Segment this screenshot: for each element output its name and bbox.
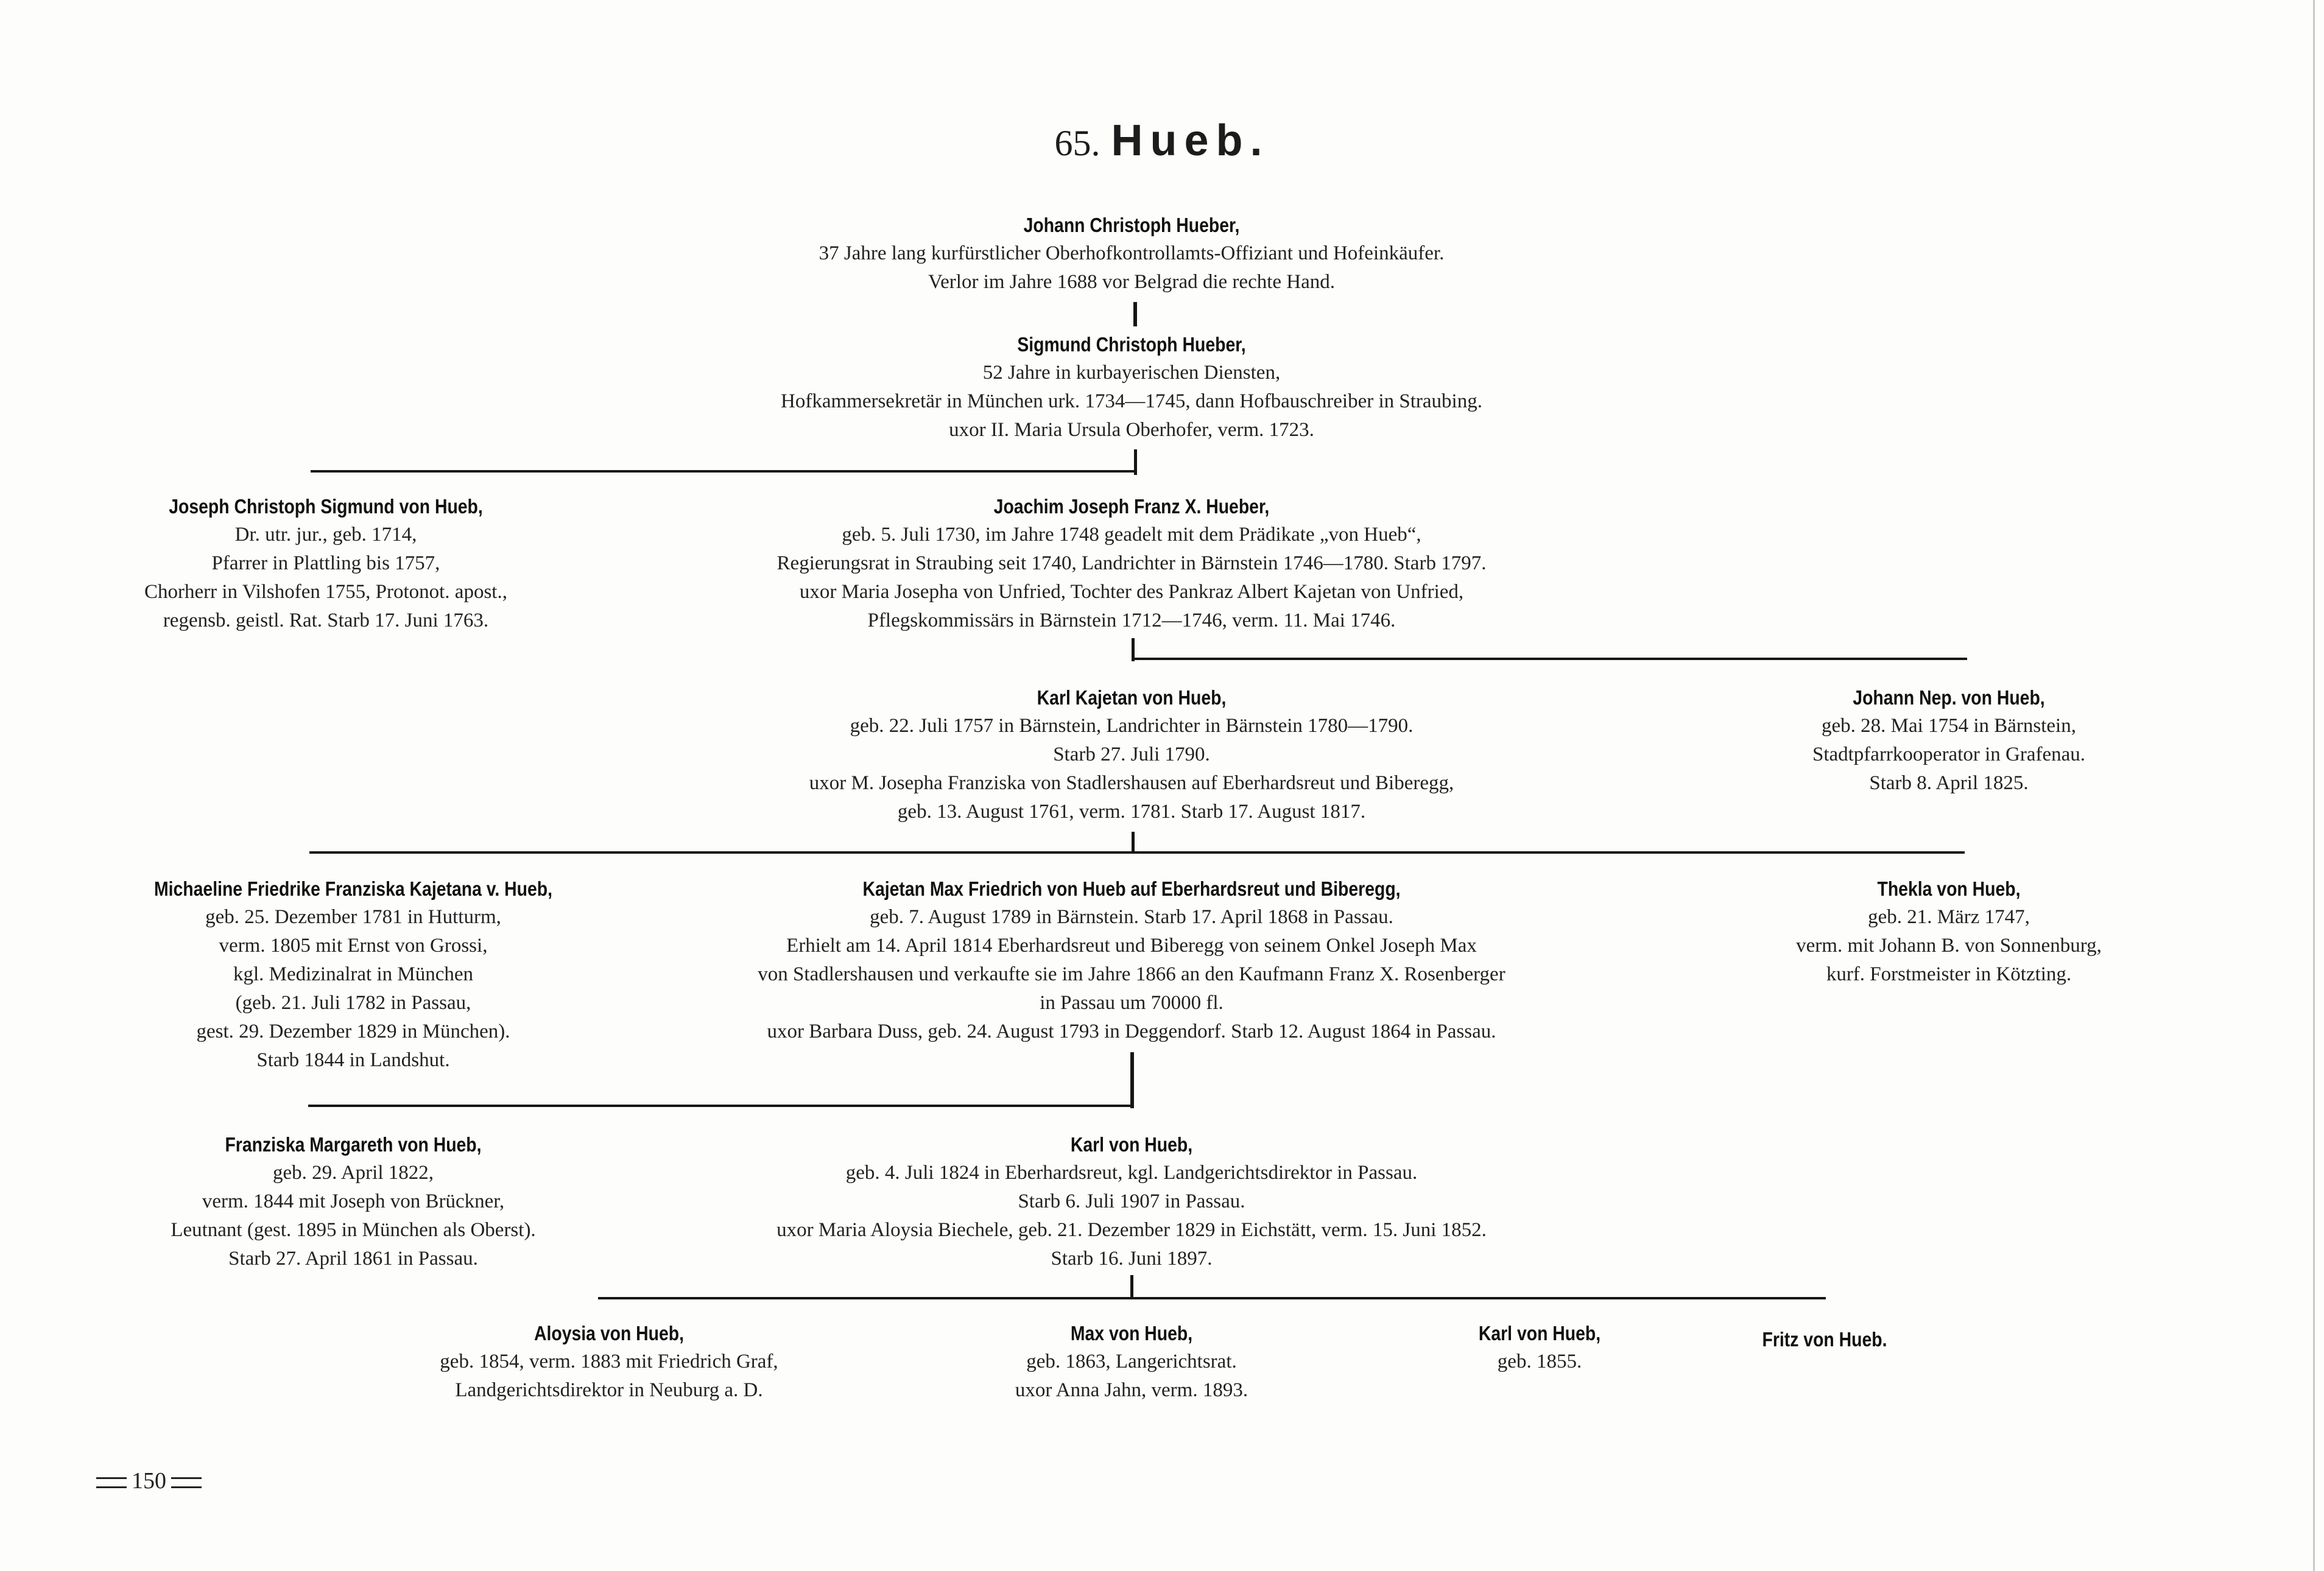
person-name: Joachim Joseph Franz X. Hueber, — [993, 495, 1270, 518]
person-detail: in Passau um 70000 fl. — [1040, 992, 1224, 1014]
person-detail: von Stadlershausen und verkaufte sie im Jahre 1866 an den Kaufmann Franz X. Rosenberger — [758, 963, 1505, 985]
person-name: Aloysia von Hueb, — [533, 1322, 685, 1344]
person-karl-von-hueb-parent — [644, 1130, 1619, 1273]
person-detail: (geb. 21. Juli 1782 in Passau, — [235, 992, 471, 1014]
tree-connector-horizontal — [309, 851, 1965, 854]
tree-connector-horizontal — [598, 1297, 1826, 1299]
person-thekla — [1705, 874, 2192, 989]
person-detail: 52 Jahre in kurbayerischen Diensten, — [982, 362, 1281, 384]
person-detail: Pfarrer in Plattling bis 1757, — [211, 552, 440, 574]
person-detail: Dr. utr. jur., geb. 1714, — [234, 524, 417, 546]
tree-connector-vertical — [1133, 302, 1137, 326]
person-detail: geb. 22. Juli 1757 in Bärnstein, Landrichter in Bärnstein 1780—1790. — [850, 715, 1414, 737]
person-detail: Leutnant (gest. 1895 in München als Oberst). — [171, 1219, 536, 1241]
tree-connector-horizontal — [311, 470, 1137, 473]
person-detail: Regierungsrat in Straubing seit 1740, Landrichter in Bärnstein 1746—1780. Starb 1797. — [776, 552, 1487, 574]
page-number-ornament — [171, 1477, 202, 1488]
person-detail: Pflegskommissärs in Bärnstein 1712—1746, verm. 11. Mai 1746. — [867, 610, 1396, 631]
person-name: Sigmund Christoph Hueber, — [1017, 333, 1246, 356]
person-detail: verm. 1805 mit Ernst von Grossi, — [219, 935, 488, 957]
person-karl-junior — [1357, 1319, 1722, 1376]
person-karl-kajetan — [675, 683, 1588, 826]
person-aloysia — [365, 1319, 853, 1405]
person-name: Karl von Hueb, — [1070, 1133, 1193, 1156]
person-detail: uxor Maria Aloysia Biechele, geb. 21. Dezember 1829 in Eichstätt, verm. 15. Juni 1852. — [776, 1219, 1487, 1241]
person-name: Michaeline Friedrike Franziska Kajetana v. Hueb, — [153, 877, 553, 900]
person-name: Fritz von Hueb. — [1762, 1328, 1887, 1351]
person-detail: geb. 1855. — [1497, 1351, 1582, 1372]
person-detail: geb. 28. Mai 1754 in Bärnstein, — [1822, 715, 2076, 737]
person-name: Thekla von Hueb, — [1877, 877, 2021, 900]
person-detail: geb. 1863, Langerichtsrat. — [1026, 1351, 1237, 1372]
person-detail: uxor M. Josepha Franziska von Stadlershausen auf Eberhardsreut und Biberegg, — [809, 772, 1454, 794]
person-detail: verm. mit Johann B. von Sonnenburg, — [1796, 935, 2102, 957]
person-name: Karl von Hueb, — [1478, 1322, 1601, 1344]
person-detail: geb. 25. Dezember 1781 in Hutturm, — [205, 906, 501, 928]
person-detail: Hofkammersekretär in München urk. 1734—1745, dann Hofbauschreiber in Straubing. — [781, 390, 1482, 412]
person-name: Joseph Christoph Sigmund von Hueb, — [169, 495, 483, 518]
tree-connector-vertical — [1130, 1052, 1134, 1108]
person-detail: Starb 6. Juli 1907 in Passau. — [1018, 1190, 1245, 1212]
person-johann-nep — [1705, 683, 2192, 798]
person-name: Max von Hueb, — [1070, 1322, 1193, 1344]
person-fritz — [1703, 1325, 1946, 1354]
person-franziska-margareth — [85, 1130, 621, 1273]
page-number — [91, 1467, 206, 1494]
page-number-ornament — [96, 1477, 127, 1488]
person-name: Franziska Margareth von Hueb, — [225, 1133, 482, 1156]
person-detail: uxor Maria Josepha von Unfried, Tochter des Pankraz Albert Kajetan von Unfried, — [799, 581, 1464, 603]
tree-connector-horizontal — [1132, 658, 1967, 660]
person-detail: Starb 16. Juni 1897. — [1051, 1248, 1213, 1270]
person-detail: Landgerichtsdirektor in Neuburg a. D. — [455, 1379, 763, 1401]
person-detail: uxor Barbara Duss, geb. 24. August 1793 in Deggendorf. Starb 12. August 1864 in Passau. — [767, 1021, 1496, 1042]
person-detail: Chorherr in Vilshofen 1755, Protonot. apost., — [144, 581, 507, 603]
person-sigmund-christoph-hueber — [644, 330, 1619, 445]
person-detail: verm. 1844 mit Joseph von Brückner, — [202, 1190, 505, 1212]
person-name: Johann Christoph Hueber, — [1023, 214, 1240, 236]
person-detail: regensb. geistl. Rat. Starb 17. Juni 1763. — [163, 610, 489, 631]
person-detail: geb. 29. April 1822, — [273, 1162, 434, 1184]
person-detail: Starb 27. Juli 1790. — [1053, 743, 1210, 765]
person-name: Karl Kajetan von Hueb, — [1037, 686, 1227, 709]
person-detail: geb. 4. Juli 1824 in Eberhardsreut, kgl. Landgerichtsdirektor in Passau. — [845, 1162, 1418, 1184]
person-michaeline-friedrike — [67, 874, 639, 1075]
person-name: Kajetan Max Friedrich von Hueb auf Eberhardsreut und Biberegg, — [862, 877, 1401, 900]
person-detail: 37 Jahre lang kurfürstlicher Oberhofkontrollamts-Offiziant und Hofeinkäufer. — [819, 242, 1445, 264]
person-detail: uxor Anna Jahn, verm. 1893. — [1015, 1379, 1248, 1401]
page-title — [0, 116, 2324, 166]
person-joachim-joseph-franz — [614, 492, 1649, 635]
person-kajetan-max-friedrich — [644, 874, 1619, 1046]
person-name: Johann Nep. von Hueb, — [1853, 686, 2045, 709]
person-detail: Verlor im Jahre 1688 vor Belgrad die rechte Hand. — [928, 271, 1336, 293]
person-detail: Starb 1844 in Landshut. — [256, 1049, 450, 1071]
person-joseph-christoph-sigmund — [55, 492, 597, 635]
title-family-name: Hueb. — [1111, 116, 1270, 165]
person-detail: geb. 5. Juli 1730, im Jahre 1748 geadelt mit dem Prädikate „von Hueb“, — [842, 524, 1421, 546]
page-number-value: 150 — [132, 1468, 166, 1494]
tree-connector-vertical — [1132, 832, 1135, 854]
person-detail: geb. 1854, verm. 1883 mit Friedrich Graf, — [440, 1351, 778, 1372]
person-detail: geb. 21. März 1747, — [1868, 906, 2030, 928]
person-detail: Erhielt am 14. April 1814 Eberhardsreut und Biberegg von seinem Onkel Joseph Max — [786, 935, 1477, 957]
person-detail: geb. 7. August 1789 in Bärnstein. Starb 17. April 1868 in Passau. — [870, 906, 1393, 928]
person-detail: kgl. Medizinalrat in München — [233, 963, 474, 985]
person-johann-christoph-hueber — [736, 211, 1527, 297]
person-detail: uxor II. Maria Ursula Oberhofer, verm. 1723. — [949, 419, 1314, 441]
person-detail: geb. 13. August 1761, verm. 1781. Starb 17. August 1817. — [897, 801, 1366, 823]
person-detail: Stadtpfarrkooperator in Grafenau. — [1812, 743, 2086, 765]
tree-connector-horizontal — [308, 1105, 1134, 1107]
person-detail: gest. 29. Dezember 1829 in München). — [196, 1021, 510, 1042]
person-detail: kurf. Forstmeister in Kötzting. — [1826, 963, 2072, 985]
tree-connector-vertical — [1130, 1275, 1133, 1299]
person-detail: Starb 27. April 1861 in Passau. — [228, 1248, 478, 1270]
page-edge — [2313, 0, 2315, 1571]
person-detail: Starb 8. April 1825. — [1869, 772, 2029, 794]
person-max — [888, 1319, 1375, 1405]
title-number: 65. — [1054, 123, 1100, 163]
